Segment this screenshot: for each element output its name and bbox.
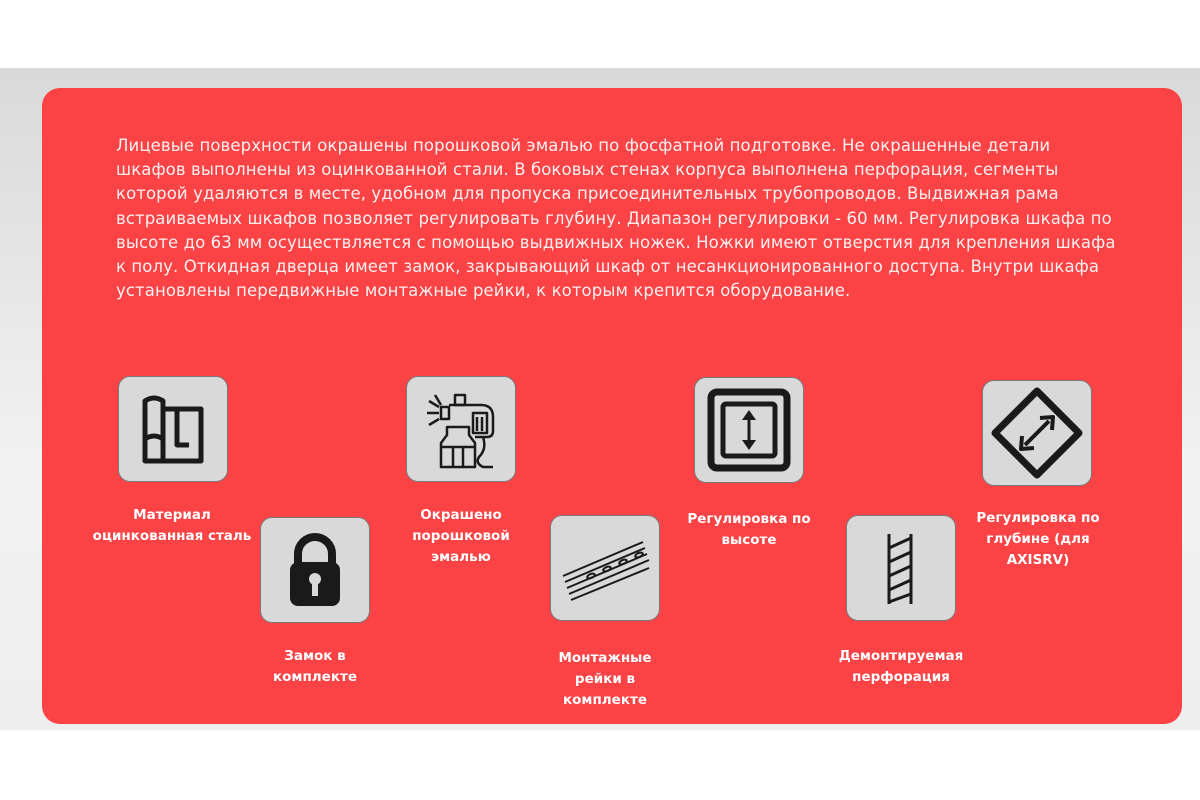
feature-tile-depth xyxy=(982,380,1092,486)
feature-tile-coating xyxy=(406,376,516,482)
feature-tile-perforation xyxy=(846,515,956,621)
padlock-icon xyxy=(280,530,350,610)
feature-caption-lock: Замок в комплекте xyxy=(273,648,357,685)
spray-gun-icon xyxy=(419,387,503,471)
feature-tile-material xyxy=(118,376,228,482)
feature-caption-height: Регулировка по высоте xyxy=(687,511,811,548)
product-description: Лицевые поверхности окрашены порошковой эмалью по фосфатной подготовке. Не окрашенные детали шкафов выполнены из оцинкованной стали. В боковых стенах корпуса выполнена перфорация, сегменты которой удаляются в месте, удобном для пропуска присоединительных трубопроводов. Выдвижная рама встраиваемых шкафов позволяет регулировать глубину. Диапазон регулировки - 60 мм. Регулировка шкафа по высоте до 63 мм осуществляется с помощью выдвижных ножек. Ножки имеют отверстия для крепления шкафа к полу. Откидная дверца имеет замок, закрывающий шкаф от несанкционированного доступа. Внутри шкафа установлены передвижные монтажные рейки, к которым крепится оборудование. xyxy=(116,136,1116,301)
feature-caption-rails: Монтажные рейки в комплекте xyxy=(558,650,652,708)
feature-tile-height xyxy=(694,377,804,483)
mounting-rail-icon xyxy=(559,528,651,608)
feature-tile-rails xyxy=(550,515,660,621)
galvanized-sheet-icon xyxy=(133,389,213,469)
feature-caption-perforation: Демонтируемая перфорация xyxy=(838,648,964,685)
feature-caption-depth: Регулировка по глубине (для AXISRV) xyxy=(976,510,1100,568)
depth-adjust-icon xyxy=(989,385,1085,481)
perforation-icon xyxy=(881,528,921,608)
feature-caption-material: Материал оцинкованная сталь xyxy=(92,507,252,544)
feature-tile-lock xyxy=(260,517,370,623)
height-adjust-icon xyxy=(707,388,791,472)
feature-caption-coating: Окрашено порошковой эмалью xyxy=(412,507,510,565)
